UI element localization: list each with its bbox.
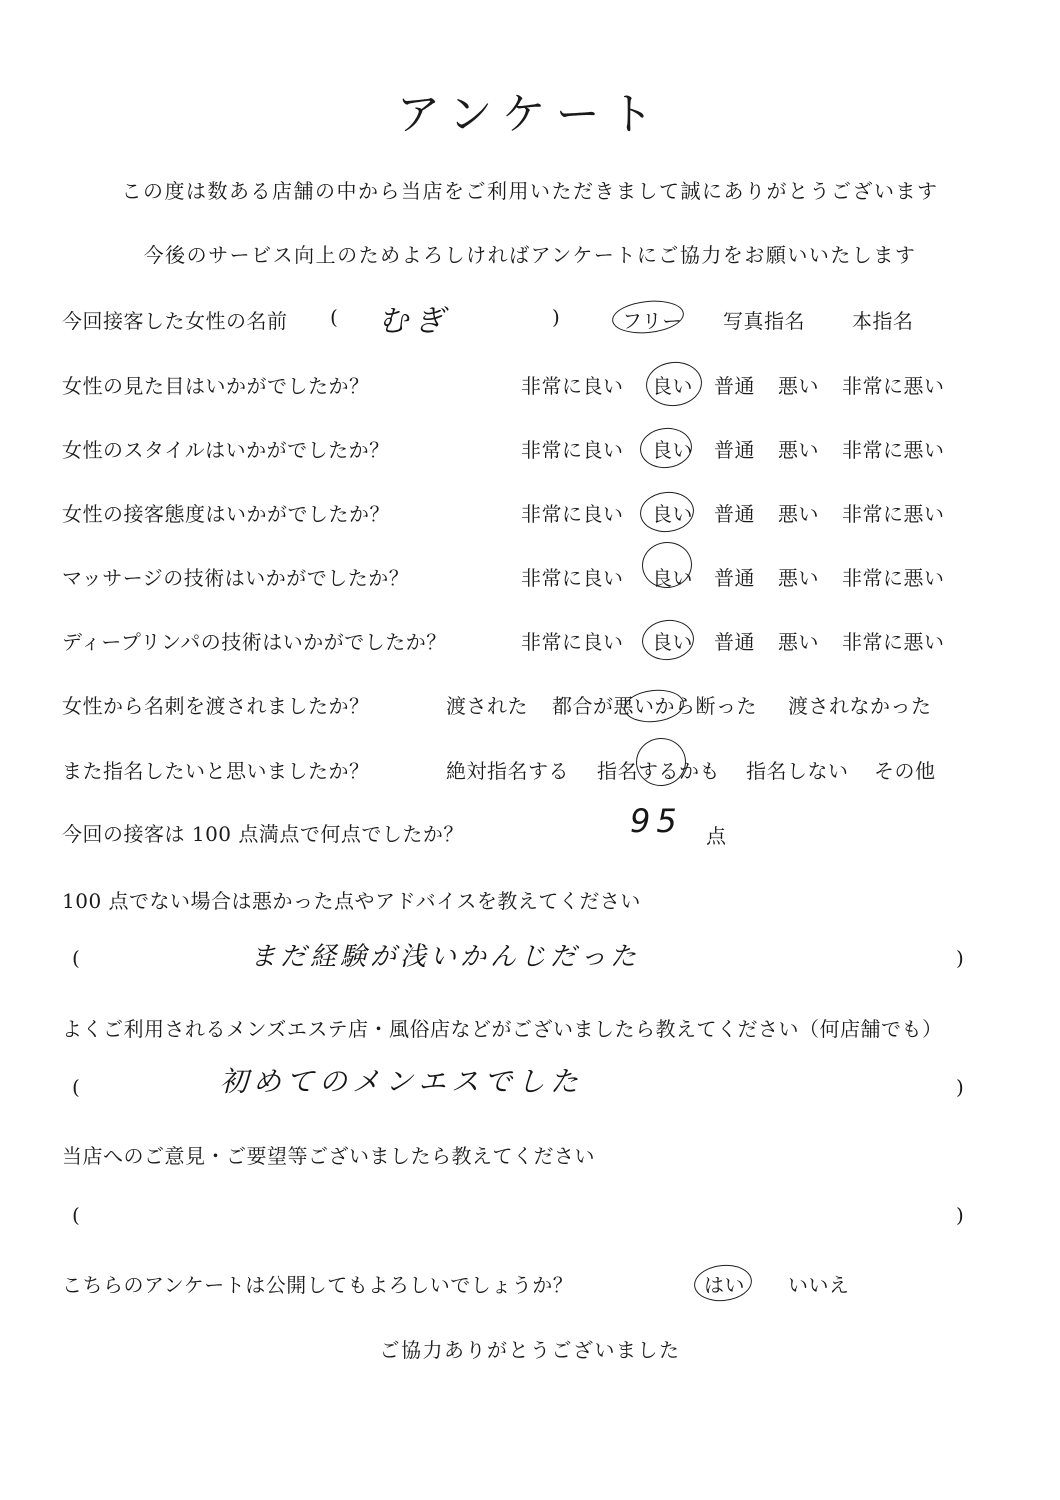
rating-option: 悪い <box>778 502 819 526</box>
rating-option: 悪い <box>778 566 819 590</box>
card-option: 都合が悪いから断った <box>552 694 757 718</box>
rating-option: 非常に悪い <box>842 630 945 654</box>
renominate-question-label: また指名したいと思いましたか？ <box>62 759 370 783</box>
opinion-open-paren: ( <box>72 1203 80 1227</box>
rating-question-label: 女性の見た目はいかがでしたか？ <box>62 374 370 398</box>
rating-option: 非常に良い <box>521 374 624 398</box>
rating-option: 非常に悪い <box>842 502 945 526</box>
rating-option: 良い <box>652 438 693 462</box>
rating-option: 非常に良い <box>521 566 624 590</box>
rating-option: 悪い <box>778 438 819 462</box>
rating-row <box>0 370 1060 400</box>
intro-line-1: この度は数ある店舗の中から当店をご利用いただきまして誠にありがとうございます <box>121 179 939 203</box>
selected-circle-mark <box>640 617 696 662</box>
selected-circle-mark <box>638 425 694 470</box>
rating-option: 良い <box>652 374 693 398</box>
rating-row <box>0 434 1060 464</box>
rating-option: 非常に悪い <box>842 566 945 590</box>
name-close-paren: ) <box>552 305 560 329</box>
rating-option: 悪い <box>778 630 819 654</box>
option-main-nomination: 本指名 <box>852 309 914 333</box>
rating-option: 非常に良い <box>521 438 624 462</box>
advice-answer: まだ経験が浅いかんじだった <box>250 942 641 972</box>
intro-line-2: 今後のサービス向上のためよろしければアンケートにご協力をお願いいたします <box>143 243 917 267</box>
rating-option: 普通 <box>714 502 755 526</box>
survey-title: アンケート <box>396 89 664 140</box>
rating-option: 良い <box>652 502 693 526</box>
rating-option: 悪い <box>778 374 819 398</box>
rating-row <box>0 498 1060 528</box>
advice-question-label: 100 点でない場合は悪かった点やアドバイスを教えてください <box>62 889 641 913</box>
shops-question-label: よくご利用されるメンズエステ店・風俗店などがございましたら教えてください（何店舗でも） <box>62 1017 943 1041</box>
advice-close-paren: ) <box>956 946 964 970</box>
rating-option: 良い <box>652 566 693 590</box>
rating-option: 普通 <box>714 566 755 590</box>
option-free: フリー <box>622 309 683 333</box>
name-question-label: 今回接客した女性の名前 <box>62 309 288 333</box>
opinion-close-paren: ) <box>956 1203 964 1227</box>
option-photo-nomination: 写真指名 <box>723 309 805 333</box>
name-answer: むぎ <box>378 304 450 339</box>
rating-option: 非常に良い <box>521 630 624 654</box>
publish-option-no: いいえ <box>788 1273 850 1297</box>
closing-message: ご協力ありがとうございました <box>379 1338 681 1362</box>
opinion-question-label: 当店へのご意見・ご要望等ございましたら教えてください <box>62 1144 595 1168</box>
rating-row <box>0 626 1060 656</box>
score-unit: 点 <box>706 824 727 848</box>
rating-option: 非常に悪い <box>842 374 945 398</box>
rating-question-label: 女性のスタイルはいかがでしたか？ <box>62 438 390 462</box>
rating-row <box>0 562 1060 592</box>
publish-option-yes: はい <box>704 1273 745 1297</box>
card-option: 渡された <box>446 694 528 718</box>
score-answer: 95 <box>630 802 683 840</box>
renominate-option: 絶対指名する <box>446 759 569 783</box>
rating-option: 非常に悪い <box>842 438 945 462</box>
rating-question-label: ディープリンパの技術はいかがでしたか？ <box>62 630 447 654</box>
rating-option: 普通 <box>714 374 755 398</box>
score-question-label: 今回の接客は 100 点満点で何点でしたか？ <box>62 822 464 846</box>
rating-option: 非常に良い <box>521 502 624 526</box>
rating-option: 普通 <box>714 630 755 654</box>
renominate-option: 指名するかも <box>597 759 720 783</box>
rating-option: 普通 <box>714 438 755 462</box>
selected-circle-mark <box>638 489 696 534</box>
rating-option: 良い <box>652 630 693 654</box>
selected-circle-mark <box>644 359 704 409</box>
shops-answer: 初めてのメンエスでした <box>220 1065 584 1098</box>
rating-question-label: 女性の接客態度はいかがでしたか？ <box>62 502 390 526</box>
advice-open-paren: ( <box>72 946 80 970</box>
publish-question-label: こちらのアンケートは公開してもよろしいでしょうか？ <box>62 1273 574 1297</box>
shops-close-paren: ) <box>956 1075 964 1099</box>
card-question-label: 女性から名刺を渡されましたか？ <box>62 694 370 718</box>
name-open-paren: ( <box>330 305 338 329</box>
rating-question-label: マッサージの技術はいかがでしたか？ <box>62 566 410 590</box>
renominate-option: 指名しない <box>746 759 849 783</box>
renominate-option: その他 <box>874 759 936 783</box>
shops-open-paren: ( <box>72 1075 80 1099</box>
card-option: 渡されなかった <box>788 694 932 718</box>
